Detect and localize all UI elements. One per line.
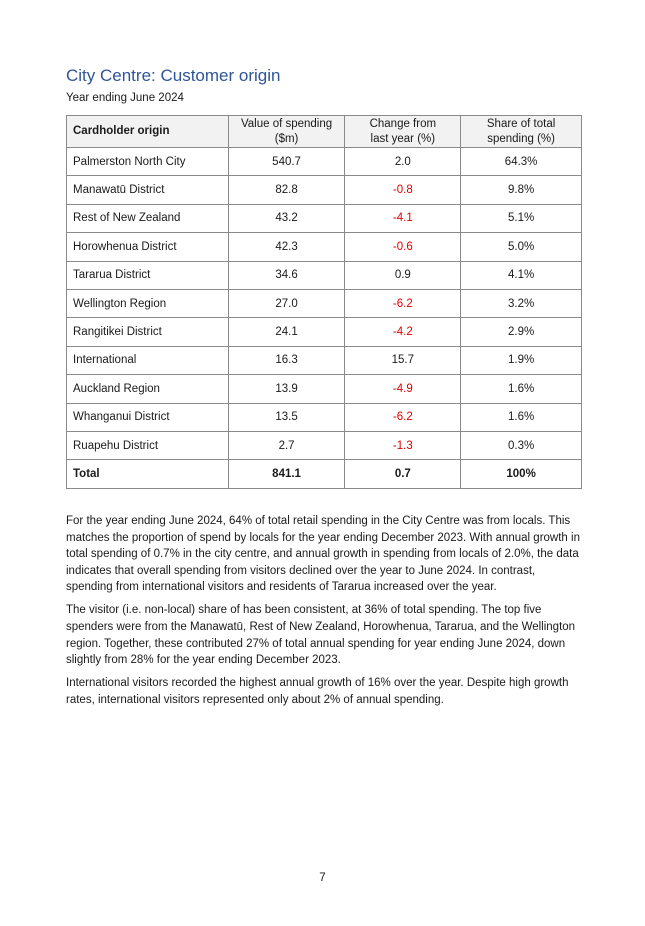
cell-origin: Tararua District [67, 261, 229, 289]
header-value-line2: ($m) [274, 132, 299, 145]
cell-change: -6.2 [345, 403, 461, 431]
cell-change: -4.9 [345, 375, 461, 403]
cell-share: 1.9% [461, 346, 582, 374]
cell-share: 64.3% [461, 148, 582, 176]
cell-origin: Palmerston North City [67, 148, 229, 176]
customer-origin-table [66, 115, 582, 489]
cell-origin: Horowhenua District [67, 233, 229, 261]
cell-origin: Rest of New Zealand [67, 204, 229, 232]
table-row [67, 346, 582, 374]
cell-origin: Rangitikei District [67, 318, 229, 346]
paragraph: For the year ending June 2024, 64% of total retail spending in the City Centre was from locals. This matches the proportion of spend by locals for the year ending December 2023. With annual growth in total spending of 0.7% in the city centre, and annual growth in spending from locals of 2.0%, the data indicates that overall spending from visitors declined over the year to June 2024. In contrast, spending from international visitors and residents of Tararua increased over the year. [66, 515, 580, 594]
table-row [67, 176, 582, 204]
cell-change: 0.9 [345, 261, 461, 289]
header-share-line2: spending (%) [487, 132, 555, 145]
paragraph: The visitor (i.e. non-local) share of has been consistent, at 36% of total spending. The top five spenders were from the Manawatū, Rest of New Zealand, Horowhenua, Tararua, and the Wellington region. Together, these contributed 27% of total annual spending for year ending June 2024, down slightly from 28% for the year ending December 2023. [66, 604, 576, 667]
cell-share: 5.0% [461, 233, 582, 261]
cell-value: 13.9 [228, 375, 345, 403]
cell-share: 9.8% [461, 176, 582, 204]
cell-share: 1.6% [461, 375, 582, 403]
cell-origin: Manawatū District [67, 176, 229, 204]
table-row [67, 403, 582, 431]
cell-value: 540.7 [228, 148, 345, 176]
cell-change: -4.1 [345, 204, 461, 232]
table-row [67, 431, 582, 459]
header-change-line2: last year (%) [370, 132, 436, 145]
total-share: 100% [461, 460, 582, 488]
cell-value: 34.6 [228, 261, 345, 289]
total-label: Total [67, 460, 229, 488]
table-row [67, 375, 582, 403]
cell-value: 13.5 [228, 403, 345, 431]
cell-origin: International [67, 346, 229, 374]
body-text [66, 513, 582, 715]
cell-share: 2.9% [461, 318, 582, 346]
cell-origin: Whanganui District [67, 403, 229, 431]
cell-share: 3.2% [461, 289, 582, 317]
cell-origin: Ruapehu District [67, 431, 229, 459]
cell-share: 4.1% [461, 261, 582, 289]
paragraph: International visitors recorded the highest annual growth of 16% over the year. Despite high growth rates, international visitors represented only about 2% of annual spending. [66, 677, 569, 706]
page-subheading: Year ending June 2024 [66, 92, 184, 104]
cell-change: -6.2 [345, 289, 461, 317]
table-row [67, 289, 582, 317]
header-change-line1: Change from [369, 117, 437, 130]
table-total-row [67, 460, 582, 488]
cell-change: -0.8 [345, 176, 461, 204]
cell-value: 24.1 [228, 318, 345, 346]
table-row [67, 148, 582, 176]
table-row [67, 204, 582, 232]
cell-change: 2.0 [345, 148, 461, 176]
cell-value: 27.0 [228, 289, 345, 317]
total-value: 841.1 [228, 460, 345, 488]
cell-share: 1.6% [461, 403, 582, 431]
total-change: 0.7 [345, 460, 461, 488]
cell-share: 0.3% [461, 431, 582, 459]
table-row [67, 233, 582, 261]
header-change-from-last-year [345, 116, 461, 148]
cell-change: -0.6 [345, 233, 461, 261]
cell-change: -1.3 [345, 431, 461, 459]
header-value-of-spending [228, 116, 345, 148]
page-heading: City Centre: Customer origin [66, 66, 281, 85]
header-share-line1: Share of total [486, 117, 556, 130]
cell-origin: Wellington Region [67, 289, 229, 317]
cell-share: 5.1% [461, 204, 582, 232]
header-cardholder-origin: Cardholder origin [67, 116, 229, 148]
cell-value: 16.3 [228, 346, 345, 374]
cell-change: -4.2 [345, 318, 461, 346]
cell-value: 2.7 [228, 431, 345, 459]
cell-change: 15.7 [345, 346, 461, 374]
cell-value: 82.8 [228, 176, 345, 204]
table-row [67, 261, 582, 289]
table-row [67, 318, 582, 346]
header-share-of-total [461, 116, 582, 148]
table-header-row [67, 116, 582, 148]
cell-value: 43.2 [228, 204, 345, 232]
cell-value: 42.3 [228, 233, 345, 261]
page-number: 7 [319, 872, 326, 884]
header-value-line1: Value of spending [240, 117, 333, 130]
cell-origin: Auckland Region [67, 375, 229, 403]
